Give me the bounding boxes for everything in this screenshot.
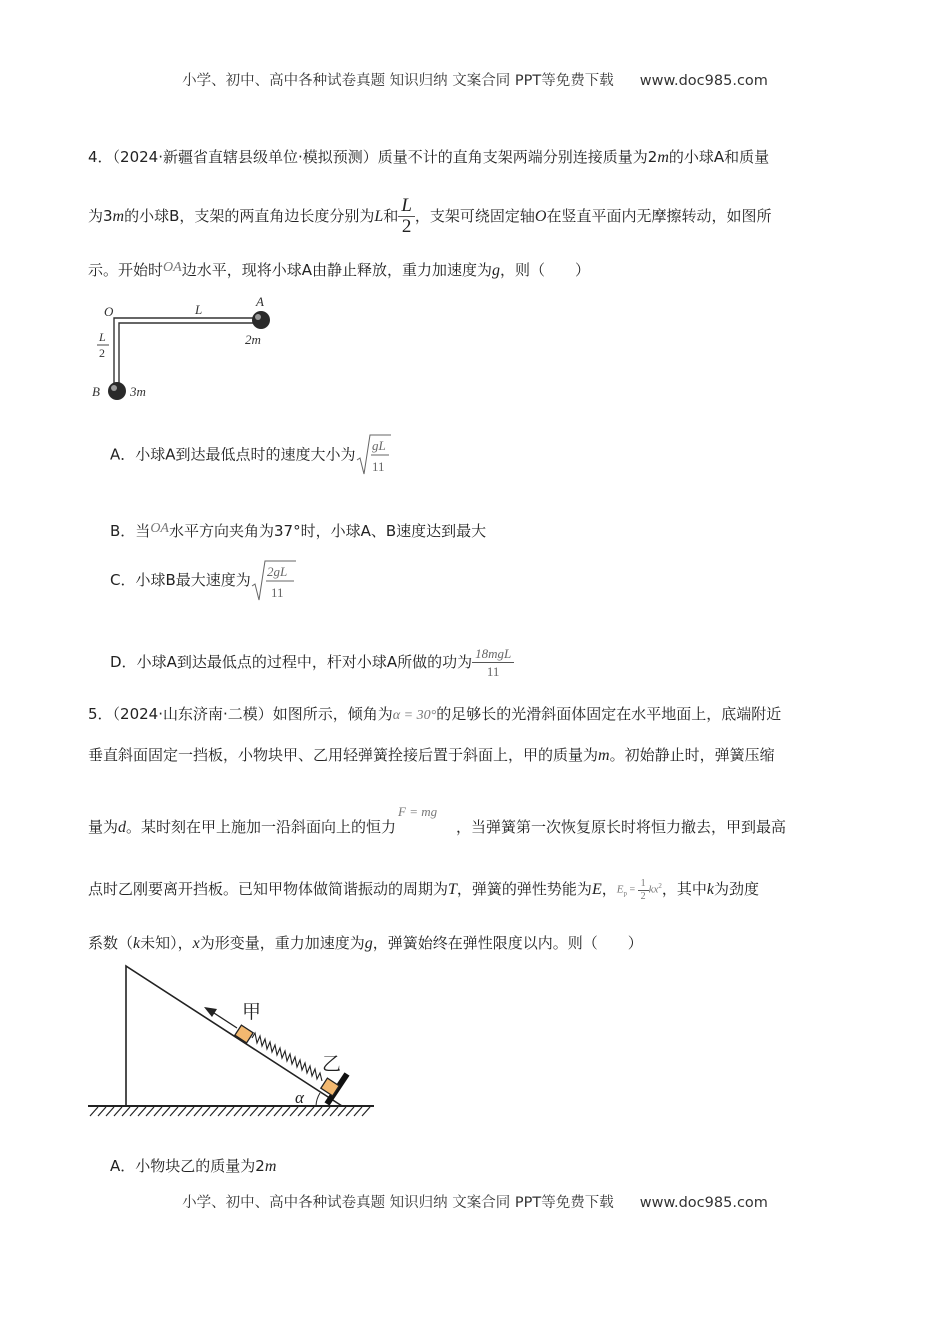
label-jia: 甲 [242,1001,262,1023]
ball-b [108,382,126,400]
frac-18mgL-11: $\frac{\text{18mgL}}{11}$ [472,645,514,680]
q4-line-1: 4．（2024·新疆省直辖县级单位·模拟预测）质量不计的直角支架两端分别连接质量为2m的小球A和质量 [88,148,770,166]
label-mass-a: 2m [245,332,261,347]
q5-line-1: 5．（2024·山东济南·二模）如图所示，倾角为α = 30°的足够长的光滑斜面体固定在水平地面上，底端附近 [88,705,782,723]
label-half-num: L [99,330,106,344]
q5-option-a: A．小物块乙的质量为2m [110,1157,277,1175]
header-site: www.doc985.com [639,73,768,89]
label-half-den: 2 [99,346,105,360]
q4-line-2: 为3m的小球B，支架的两直角边长度分别为L和 $\frac{L}{2}$ ，支架可绕固定轴O在竖直平面内无摩擦转动，如图所 [88,195,772,237]
q5-figure [86,960,386,1120]
label-alpha: α [295,1088,304,1107]
header-title: 小学、初中、高中各种试卷真题 知识归纳 文案合同 PPT等免费下载 [182,73,614,89]
ep-formula: $E_p$ = $\frac{1}{2}$ $kx^2$ [616,877,662,902]
q5-line-3: 量为d。某时刻在甲上施加一沿斜面向上的恒力F = mg，当弹簧第一次恢复原长时将恒力撤去，甲到最高 [88,804,787,836]
frac-L-over-2: $\frac{L}{2}$ [398,196,415,237]
ball-a [252,311,270,329]
page-header [0,69,950,90]
footer-title: 小学、初中、高中各种试卷真题 知识归纳 文案合同 PPT等免费下载 [182,1195,614,1211]
q5-number: 5． [88,705,113,723]
q4-option-c: C．小球B最大速度为 2gL 11 [110,556,297,605]
svg-text:11: 11 [270,585,284,600]
q4-option-a: A．小球A到达最低点时的速度大小为 gL 11 [110,432,392,478]
q4-line-3: 示。开始时OA边水平，现将小球A由静止释放，重力加速度为g，则（ ） [88,260,590,279]
q4-figure [88,292,288,402]
page-footer [0,1191,950,1212]
svg-text:2gL: 2gL [266,564,288,579]
q5-source: （2024·山东济南·二模） [112,705,273,723]
q5-line-4: 点时乙刚要离开挡板。已知甲物体做简谐振动的周期为T，弹簧的弹性势能为E，$E_p$ = $\frac{1}{2}$ $kx^2$，其中k为劲度 [88,864,759,915]
sqrt-gL-11 [356,432,392,478]
force-arrow-icon [204,1007,217,1017]
footer-site: www.doc985.com [639,1195,768,1211]
label-O: O [104,304,114,319]
label-B: B [92,384,100,399]
q4-option-b: B．当OA水平方向夹角为37°时，小球A、B速度达到最大 [110,521,487,540]
label-yi: 乙 [322,1053,342,1075]
label-mass-b: 3m [130,384,146,399]
spring [252,1033,322,1081]
q4-option-d: D．小球A到达最低点的过程中，杆对小球A所做的功为 $\frac{\text{18mgL}}{11}$ [110,640,514,684]
q5-line-2: 垂直斜面固定一挡板，小物块甲、乙用轻弹簧拴接后置于斜面上，甲的质量为m。初始静止时，弹簧压缩 [88,746,775,764]
q4-source: （2024·新疆省直辖县级单位·模拟预测） [112,148,378,166]
label-L: L [195,302,203,317]
q4-number: 4． [88,148,113,166]
block-jia [235,1025,253,1043]
svg-text:gL: gL [371,438,386,453]
sqrt-2gL-11 [251,557,297,605]
svg-text:11: 11 [371,459,385,474]
q5-line-5: 系数（k未知），x为形变量，重力加速度为g，弹簧始终在弹性限度以内。则（ ） [88,934,643,952]
label-A: A [256,294,264,309]
